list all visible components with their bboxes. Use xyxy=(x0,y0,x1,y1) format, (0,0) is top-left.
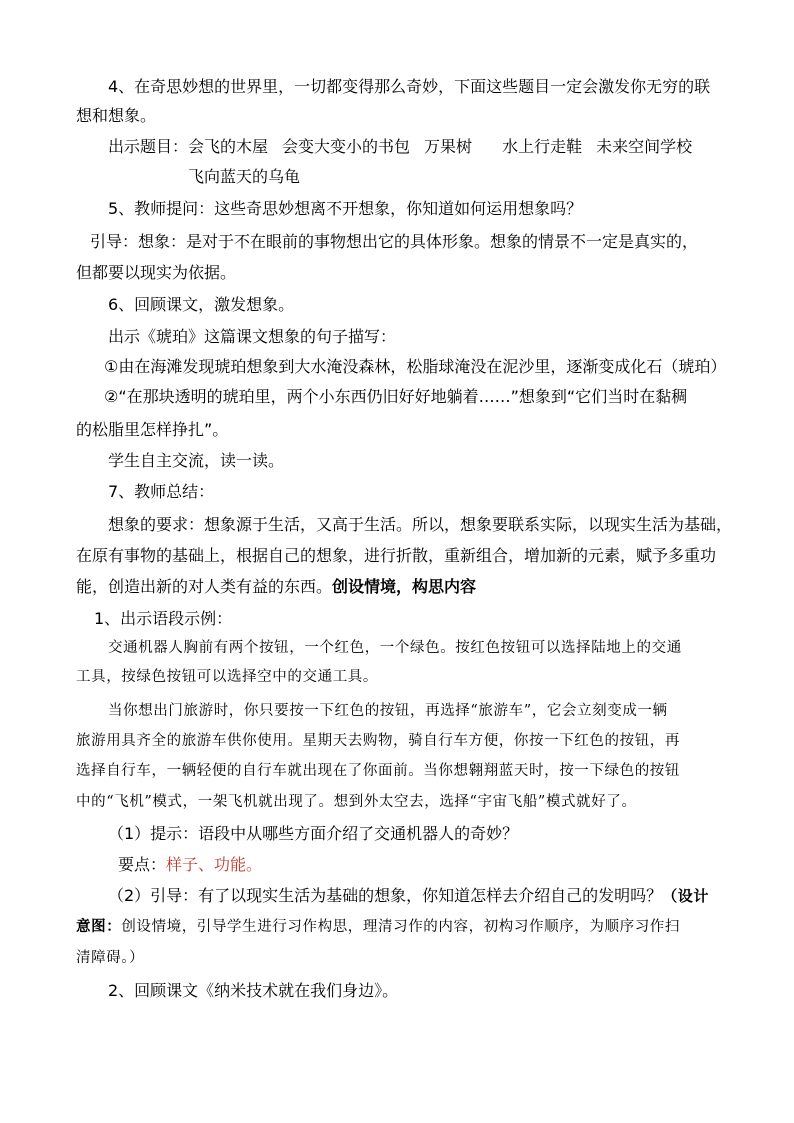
example-paragraph-line-3: 当你想出门旅游时，你只要按一下红色的按钮，再选择“旅游车”，它会立刻变成一辆 xyxy=(108,703,668,719)
topic-item-last: 飞向蓝天的乌龟 xyxy=(188,167,301,186)
example-paragraph-line-5: 选择自行车，一辆轻便的自行车就出现在了你面前。当你想翱翔蓝天时，按一下绿色的按钮 xyxy=(76,763,680,779)
topic-item: 未来空间学校 xyxy=(596,137,693,156)
paragraph-4-line-1: 4、在奇思妙想的世界里，一切都变得那么奇妙，下面这些题目一定会激发你无穷的联 xyxy=(108,77,711,96)
design-intent-line-2 xyxy=(76,916,680,938)
example-item-2-line-2: 的松脂里怎样挣扎”。 xyxy=(76,420,229,439)
topic-item: 万果树 xyxy=(424,137,473,156)
example-item-1: ①由在海滩发现琥珀想象到大水淹没森林，松脂球淹没在泥沙里，逐渐变成化石（琥珀） xyxy=(104,357,727,376)
example-paragraph-line-2: 工具，按绿色按钮可以选择空中的交通工具。 xyxy=(76,669,378,685)
guide-line-1: 引导：想象：是对于不在眼前的事物想出它的具体形象。想象的情景不一定是真实的， xyxy=(90,232,699,251)
summary-line-2: 在原有事物的基础上，根据自己的想象，进行折散，重新组合，增加新的元素，赋予多重功 xyxy=(76,546,717,565)
key-points-label: 要点： xyxy=(118,855,167,874)
question-1: （1）提示：语段中从哪些方面介绍了交通机器人的奇妙？ xyxy=(108,824,519,843)
example-item-2-line-1: ②“在那块透明的琥珀里，两个小东西仍旧好好地躺着……”想象到“它们当时在黏稠 xyxy=(104,387,688,406)
summary-line-3 xyxy=(76,576,476,598)
topics-label: 出示题目： xyxy=(108,137,189,156)
paragraph-6-show: 出示《琥珀》这篇课文想象的句子描写： xyxy=(108,327,397,346)
topic-item: 会变大变小的书包 xyxy=(282,137,411,156)
question-2-line xyxy=(108,885,709,907)
guide-line-2: 但都要以现实为依据。 xyxy=(76,263,237,282)
example-paragraph-line-4: 旅游用具齐全的旅游车供你使用。星期天去购物，骑自行车方便，你按一下红色的按钮，再 xyxy=(76,733,680,749)
example-paragraph-line-1: 交通机器人胸前有两个按钮，一个红色，一个绿色。按红色按钮可以选择陆地上的交通 xyxy=(108,640,682,656)
paragraph-5: 5、教师提问：这些奇思妙想离不开想象，你知道如何运用想象吗？ xyxy=(108,199,583,218)
design-intent-open: （设计 xyxy=(662,887,709,905)
key-points-value: 样子、功能。 xyxy=(166,855,263,874)
paragraph-7: 7、教师总结： xyxy=(108,482,215,501)
topics-line xyxy=(108,136,692,158)
step-1-heading: 1、出示语段示例： xyxy=(94,609,233,628)
step-2-heading: 2、回顾课文《纳米技术就在我们身边》。 xyxy=(108,981,399,1000)
design-intent-label: 意图： xyxy=(76,918,122,935)
summary-text: 能，创造出新的对人类有益的东西。 xyxy=(76,577,333,596)
question-2: （2）引导：有了以现实生活为基础的想象，你知道怎样去介绍自己的发明吗？ xyxy=(108,886,663,905)
self-exchange: 学生自主交流，读一读。 xyxy=(108,451,285,470)
example-paragraph-line-6: 中的“飞机”模式，一架飞机就出现了。想到外太空去，选择“宇宙飞船”模式就好了。 xyxy=(76,794,637,810)
design-intent-text: 创设情境，引导学生进行习作构思，理清习作的内容，初构习作顺序，为顺序习作扫 xyxy=(121,919,681,935)
topic-item: 水上行走鞋 xyxy=(502,137,583,156)
paragraph-6: 6、回顾课文，激发想象。 xyxy=(108,295,295,314)
key-points-line xyxy=(118,854,262,876)
summary-line-1: 想象的要求：想象源于生活，又高于生活。所以，想象要联系实际，以现实生活为基础， xyxy=(108,515,733,534)
paragraph-4-line-2: 想和想象。 xyxy=(76,106,157,125)
section-heading: 创设情境，构思内容 xyxy=(332,577,477,596)
topic-item: 会飞的木屋 xyxy=(188,137,269,156)
design-intent-line-3: 清障碍。） xyxy=(76,950,145,966)
